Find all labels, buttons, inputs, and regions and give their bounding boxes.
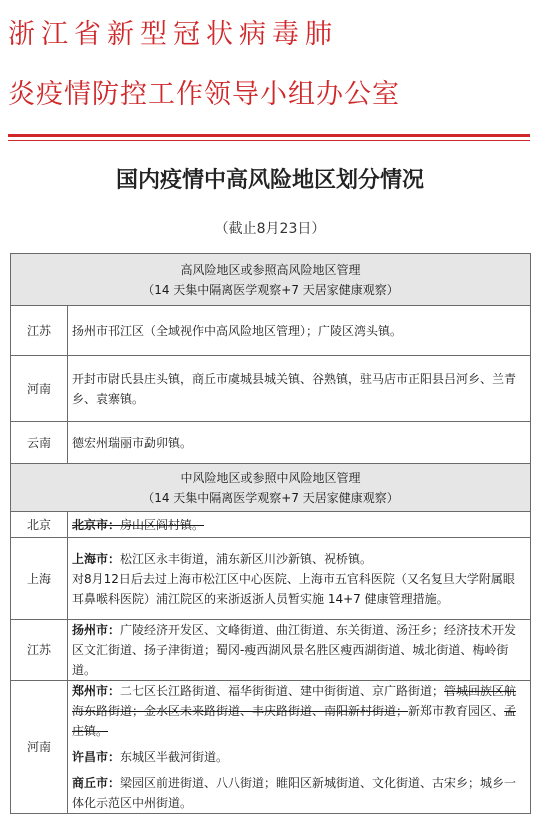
medium-risk-heading: 中风险地区或参照中风险地区管理 [180,470,361,485]
risk-area-table [10,253,531,814]
document-date: （截止8月23日） [214,221,326,237]
province-cell: 江苏 [11,620,68,681]
city-label: 许昌市： [72,750,121,764]
removed-area-text: 北京市：房山区阎村镇。 [72,517,205,532]
area-cell: 开封市尉氏县庄头镇，商丘市虞城县城关镇、谷熟镇，驻马店市正阳县吕河乡、兰青乡、袁寨镇。 [68,356,531,422]
table-row [11,512,531,538]
office-name-line-1: 浙江省新型冠状病毒肺 [8,19,338,50]
high-risk-quarantine-note: （14 天集中隔离医学观察+7 天居家健康观察） [142,282,399,297]
red-header-rule-thick [8,134,530,137]
removed-area-text: 管城回族区航海东路街道；金水区未来路街道、丰庆路街道、南阳新村街道； [72,684,517,718]
province-cell: 北京 [11,512,68,538]
area-cell: 上海市：松江区永丰街道，浦东新区川沙新镇、祝桥镇。 对8月12日后去过上海市松江区中心医院、上海市五官科医院（又名复旦大学附属眼耳鼻喉科医院）浦江院区的来浙返浙人员暂实施 14+7 健康管理措施。 [68,538,531,620]
document-title: 国内疫情中高风险地区划分情况 [115,167,424,193]
city-label: 郑州市： [72,684,121,698]
high-risk-heading: 高风险地区或参照高风险地区管理 [180,262,361,277]
medium-risk-section-header [11,464,531,512]
removed-area-text: 孟庄镇。 [72,704,517,738]
province-cell: 河南 [11,356,68,422]
province-cell: 云南 [11,422,68,464]
red-header-rule-thin [8,140,530,141]
table-row [11,422,531,464]
area-cell: 扬州市：广陵经济开发区、文峰街道、曲江街道、东关街道、汤汪乡；经济技术开发区文汇街道、扬子津街道；蜀冈-瘦西湖风景名胜区瘦西湖街道、城北街道、梅岭街道。 [68,620,531,681]
high-risk-section-header [11,254,531,306]
table-row [11,538,531,620]
area-cell: 郑州市：二七区长江路街道、福华街街道、建中街街道、京广路街道；管城回族区航海东路街道；金水区未来路街道、丰庆路街道、南阳新村街道；新郑市教育园区、孟庄镇。 许昌市：东城区半截河街道。 商丘市：梁园区前进街道、八八街道；睢阳区新城街道、文化街道、古宋乡；城乡一体化示范区中州街道。 [68,681,531,814]
area-cell [68,512,531,538]
office-name-line-2: 炎疫情防控工作领导小组办公室 [8,79,400,110]
table-row [11,306,531,356]
city-label: 商丘市： [72,776,121,790]
table-row [11,356,531,422]
city-label: 上海市： [72,551,121,566]
table-row [11,681,531,814]
area-cell: 德宏州瑞丽市勐卯镇。 [68,422,531,464]
province-cell: 上海 [11,538,68,620]
table-row [11,620,531,681]
travel-note: 对8月12日后去过上海市松江区中心医院、上海市五官科医院（又名复旦大学附属眼耳鼻喉科医院）浦江院区的来浙返浙人员暂实施 14+7 健康管理措施。 [72,571,515,606]
province-cell: 江苏 [11,306,68,356]
medium-risk-quarantine-note: （14 天集中隔离医学观察+7 天居家健康观察） [142,490,399,505]
city-label: 扬州市： [72,623,121,637]
area-cell: 扬州市邗江区（全域视作中高风险地区管理）；广陵区湾头镇。 [68,306,531,356]
province-cell: 河南 [11,681,68,814]
